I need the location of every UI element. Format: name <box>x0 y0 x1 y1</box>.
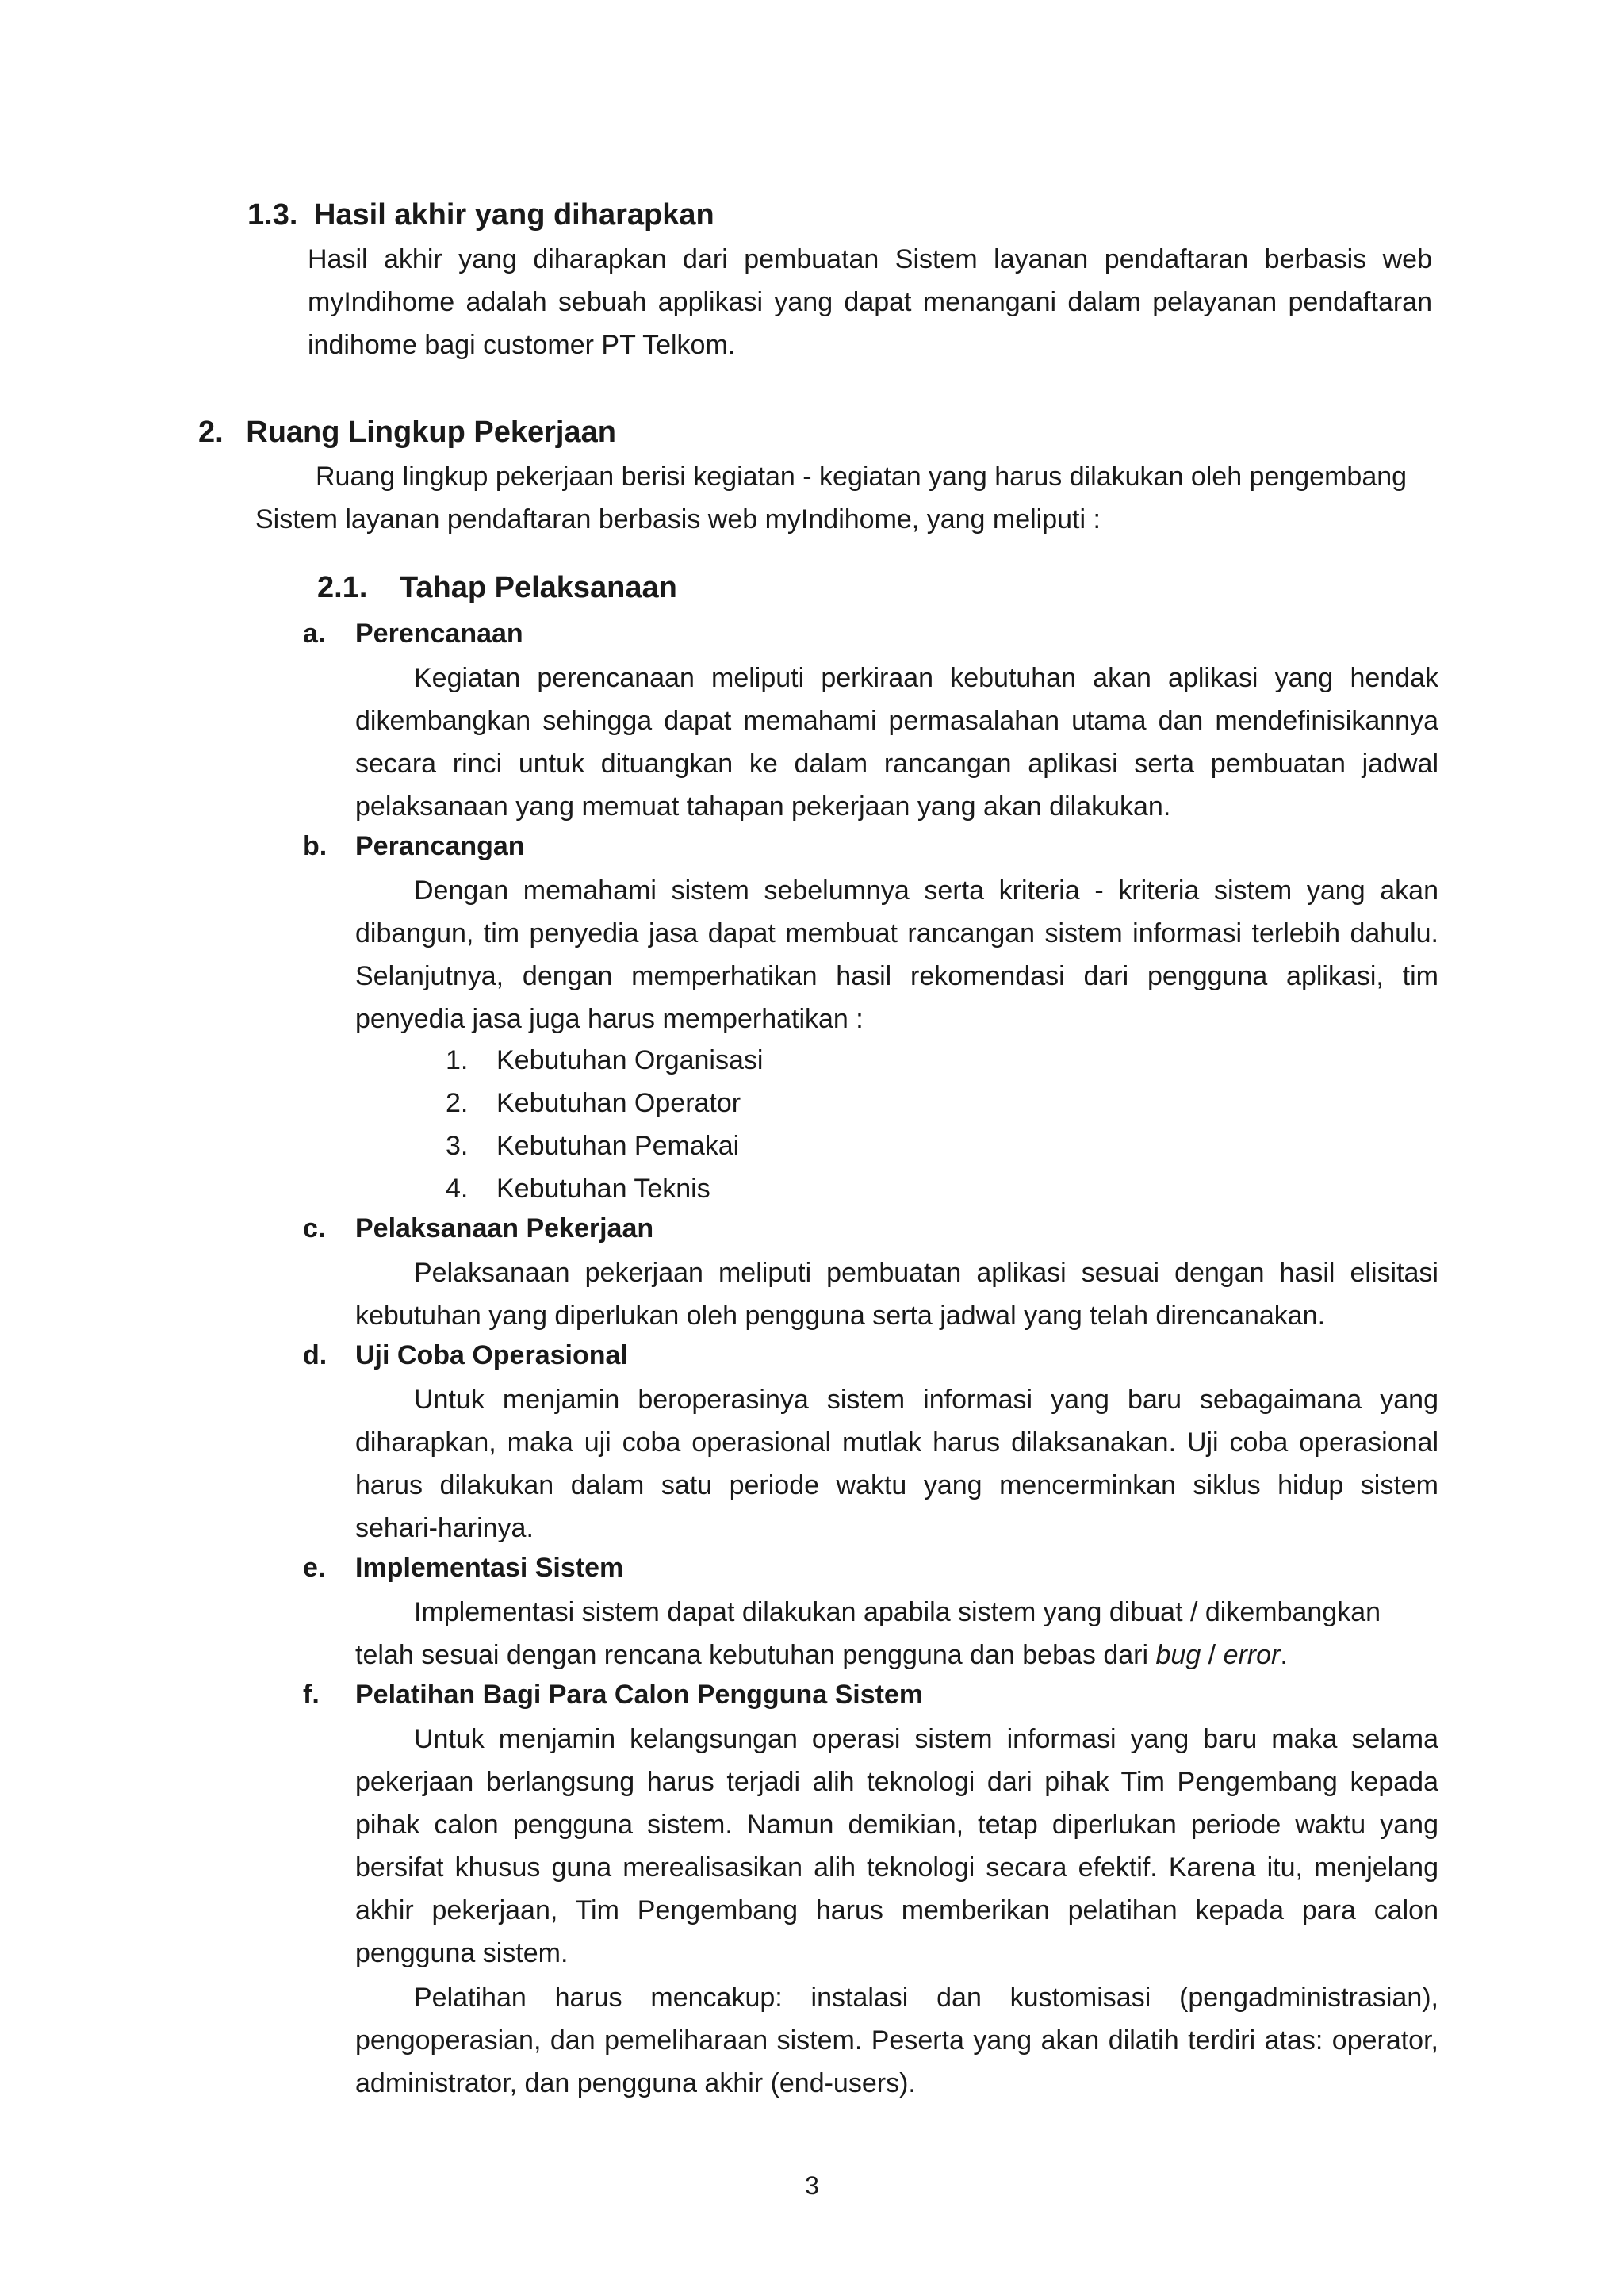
section-1-3-title: Hasil akhir yang diharapkan <box>313 198 714 232</box>
list-item-number: 3. <box>446 1131 469 1161</box>
item-d-heading <box>303 1340 327 1371</box>
item-b-list <box>446 1039 763 1210</box>
section-2-1-heading <box>317 571 677 605</box>
item-c-letter: c. <box>303 1213 326 1243</box>
paragraph-line: bersifat khusus guna merealisasikan alih teknologi secara efektif. Karena itu, menjelang <box>355 1852 1438 1883</box>
list-item <box>446 1125 763 1167</box>
section-2-number: 2. <box>198 416 224 449</box>
paragraph-line: Pelaksanaan pekerjaan meliputi pembuatan aplikasi sesuai dengan hasil elisitasi <box>414 1258 1438 1288</box>
list-item-number: 2. <box>446 1088 469 1118</box>
paragraph-line: penyedia jasa juga harus memperhatikan : <box>355 1004 864 1034</box>
item-e-title: Implementasi Sistem <box>355 1553 624 1583</box>
item-e-heading <box>303 1553 325 1584</box>
list-item <box>446 1039 763 1082</box>
item-b-heading <box>303 831 327 862</box>
item-f-paragraph-2 <box>355 1976 1438 2105</box>
item-b-letter: b. <box>303 831 327 861</box>
paragraph-line: harus dilakukan dalam satu periode waktu yang mencerminkan siklus hidup sistem <box>355 1470 1438 1500</box>
paragraph-line: pengguna sistem. <box>355 1938 569 1968</box>
paragraph-line: secara rinci untuk dituangkan ke dalam rancangan aplikasi serta pembuatan jadwal <box>355 749 1438 779</box>
item-f-paragraph-1 <box>355 1718 1438 1975</box>
list-item-number: 4. <box>446 1174 469 1204</box>
paragraph-line: administrator, dan pengguna akhir (end-users). <box>355 2068 916 2098</box>
item-b-title: Perancangan <box>355 831 525 861</box>
section-2-title: Ruang Lingkup Pekerjaan <box>246 416 616 449</box>
item-e-period: . <box>1280 1640 1288 1670</box>
item-c-heading <box>303 1213 325 1244</box>
item-e-line-1: Implementasi sistem dapat dilakukan apabila sistem yang dibuat / dikembangkan <box>414 1597 1381 1627</box>
section-1-3-number: 1.3. <box>247 198 298 232</box>
paragraph-line: pengoperasian, dan pemeliharaan sistem. Peserta yang akan dilatih terdiri atas: operator, <box>355 2025 1438 2056</box>
item-f-heading <box>303 1680 320 1711</box>
item-f-letter: f. <box>303 1680 320 1710</box>
item-d-paragraph <box>355 1378 1438 1550</box>
page-number: 3 <box>805 2171 819 2200</box>
item-e-line-2-text: telah sesuai dengan rencana kebutuhan pengguna dan bebas dari <box>355 1640 1156 1670</box>
item-f-title: Pelatihan Bagi Para Calon Pengguna Sistem <box>355 1680 924 1710</box>
paragraph-line: dikembangkan sehingga dapat memahami permasalahan utama dan mendefinisikannya <box>355 706 1438 736</box>
paragraph-line: Hasil akhir yang diharapkan dari pembuatan Sistem layanan pendaftaran berbasis web <box>308 244 1432 274</box>
section-2-1-number: 2.1. <box>317 571 368 604</box>
list-item-text: Kebutuhan Teknis <box>496 1174 710 1204</box>
item-e-bug-term: bug <box>1155 1640 1201 1670</box>
item-b-paragraph <box>355 869 1438 1040</box>
paragraph-line: Dengan memahami sistem sebelumnya serta kriteria - kriteria sistem yang akan <box>414 875 1438 906</box>
item-c-title: Pelaksanaan Pekerjaan <box>355 1213 654 1243</box>
item-a-heading <box>303 619 325 649</box>
item-a-letter: a. <box>303 619 326 649</box>
paragraph-line: pihak calon pengguna sistem. Namun demikian, tetap diperlukan periode waktu yang <box>355 1810 1438 1840</box>
section-2-paragraph-line-2: Sistem layanan pendaftaran berbasis web myIndihome, yang meliputi : <box>255 504 1101 534</box>
item-a-paragraph <box>355 657 1438 828</box>
paragraph-line: Untuk menjamin beroperasinya sistem informasi yang baru sebagaimana yang <box>414 1385 1438 1415</box>
paragraph-line: Pelatihan harus mencakup: instalasi dan kustomisasi (pengadministrasian), <box>414 1983 1438 2013</box>
paragraph-line: akhir pekerjaan, Tim Pengembang harus memberikan pelatihan kepada para calon <box>355 1895 1438 1925</box>
section-2-1-title: Tahap Pelaksanaan <box>399 571 677 604</box>
item-e-letter: e. <box>303 1553 326 1583</box>
paragraph-line: Kegiatan perencanaan meliputi perkiraan kebutuhan akan aplikasi yang hendak <box>414 663 1438 693</box>
list-item-text: Kebutuhan Organisasi <box>496 1045 764 1075</box>
item-a-title: Perencanaan <box>355 619 523 649</box>
paragraph-line: pekerjaan berlangsung harus terjadi alih teknologi dari pihak Tim Pengembang kepada <box>355 1767 1438 1797</box>
list-item <box>446 1167 763 1210</box>
paragraph-line: Untuk menjamin kelangsungan operasi sistem informasi yang baru maka selama <box>414 1724 1438 1754</box>
list-item-number: 1. <box>446 1045 469 1075</box>
item-d-letter: d. <box>303 1340 327 1370</box>
list-item <box>446 1082 763 1125</box>
paragraph-line: kebutuhan yang diperlukan oleh pengguna serta jadwal yang telah direncanakan. <box>355 1301 1326 1331</box>
item-e-separator: / <box>1201 1640 1224 1670</box>
paragraph-line: diharapkan, maka uji coba operasional mutlak harus dilaksanakan. Uji coba operasional <box>355 1427 1438 1458</box>
section-1-3-paragraph <box>308 238 1432 366</box>
section-2-paragraph-line-1: Ruang lingkup pekerjaan berisi kegiatan - kegiatan yang harus dilakukan oleh pengembang <box>316 462 1408 492</box>
item-c-paragraph <box>355 1251 1438 1337</box>
list-item-text: Kebutuhan Pemakai <box>496 1131 740 1161</box>
section-1-3-heading <box>247 198 714 232</box>
paragraph-line: myIndihome adalah sebuah applikasi yang dapat menangani dalam pelayanan pendaftaran <box>308 287 1432 317</box>
paragraph-line: pelaksanaan yang memuat tahapan pekerjaan yang akan dilakukan. <box>355 791 1171 822</box>
paragraph-line: dibangun, tim penyedia jasa dapat membuat rancangan sistem informasi terlebih dahulu. <box>355 918 1438 948</box>
item-e-error-term: error <box>1223 1640 1281 1670</box>
paragraph-line: indihome bagi customer PT Telkom. <box>308 330 736 360</box>
item-e-line-2 <box>355 1634 1288 1676</box>
item-d-title: Uji Coba Operasional <box>355 1340 628 1370</box>
list-item-text: Kebutuhan Operator <box>496 1088 741 1118</box>
paragraph-line: sehari-harinya. <box>355 1513 534 1543</box>
paragraph-line: Selanjutnya, dengan memperhatikan hasil rekomendasi dari pengguna aplikasi, tim <box>355 961 1438 991</box>
section-2-heading <box>198 416 616 450</box>
